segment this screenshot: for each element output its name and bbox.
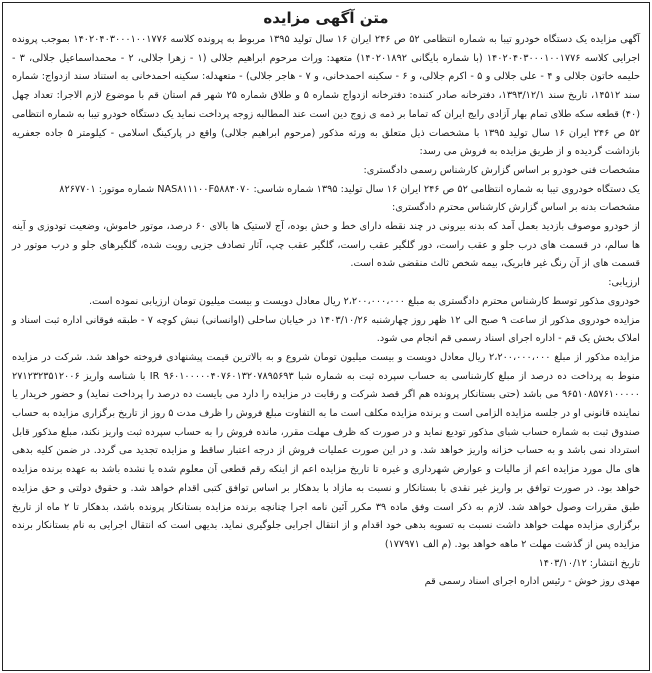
notice-paragraph-4: مشخصات بدنه بر اساس گزارش کارشناس محترم دادگستری: xyxy=(391,202,640,214)
notice-paragraph-5: از خودرو موصوف بازدید بعمل آمد که بدنه بیرونی در چند نقطه دارای خط و خش بوده، آج لاستیک ها بالای ۶۰ درصد، موتور خاموش، وضعیت تودوزی و آینه ها سالم، در قسمت های درب جلو و عقب راست، دور گلگیر عقب راست، گلگیر عقب چپ، آثار تصادف جزیی رویت شده، گلگیرهای جلو و درب موتور در قسمت های از آن رنگ غیر فابریک، بیمه شخص ثالث منقضی شده است. xyxy=(12,221,640,270)
publication-date: تاریخ انتشار: ۱۴۰۳/۱۰/۱۲ xyxy=(538,557,640,569)
auction-notice xyxy=(2,2,650,671)
notice-title: متن آگهی مزایده xyxy=(263,9,389,27)
notice-paragraph-2: مشخصات فنی خودرو بر اساس گزارش کارشناس رسمی دادگستری: xyxy=(363,164,640,176)
notice-paragraph-8: مزایده خودروی مذکور از ساعت ۹ صبح الی ۱۲ ظهر روز چهارشنبه ۱۴۰۳/۱۰/۲۶ در خیابان ساحلی (اوانسانی) نبش کوچه ۷ - طبقه فوقانی اداره ثبت اسناد و املاک بخش یک قم - اداره اجرای اسناد رسمی قم انجام می شود. xyxy=(12,314,641,345)
notice-paragraph-7: خودروی مذکور توسط کارشناس محترم دادگستری به مبلغ ۲،۲۰۰،۰۰۰،۰۰۰ ریال معادل دویست و بیست میلیون تومان ارزیابی نموده است. xyxy=(89,295,640,307)
notice-paragraph-3: یک دستگاه خودروی تیبا به شماره انتظامی ۵۲ ص ۲۴۶ ایران ۱۶ سال تولید: ۱۳۹۵ شماره شاسی: NAS۸۱۱۱۰۰F۵۸۸۴۰۷۰ شماره موتور: ۸۲۶۷۷۰۱ xyxy=(59,183,640,195)
signature-line: مهدی روز خوش - رئیس اداره اجرای اسناد رسمی قم xyxy=(424,576,640,588)
notice-paragraph-9: مزایده مذکور از مبلغ ۲،۲۰۰،۰۰۰،۰۰۰ ریال معادل دویست و بیست میلیون تومان شروع و به بالاترین قیمت پیشنهادی فروخته خواهد شد. شرکت در مزایده منوط به پرداخت ده درصد از مبلغ کارشناسی به حساب سپرده ثبت به شماره شبا IR ۹۶۰۱۰۰۰۰۰۴۰۷۶۰۱۳۲۰۷۸۹۵۶۹۳ با شناسه واریز ۲۷۱۲۳۲۳۵۱۲۰۰۶ ۹۶۵۱۰۸۵۷۶۱۰۰۰۰۰ می باشد (حتی بستانکار پرونده هم اگر قصد شرکت و رقابت در مزایده را دارد می بایست ده درصد را پرداخت نماید) و حضور خریدار یا نماینده قانونی او در جلسه مزایده الزامی است و برنده مزایده مکلف است ما به التفاوت مبلغ فروش را ظرف مدت ۵ روز از تاریخ برگزاری مزایده به حساب صندوق ثبت به شماره حساب شبای مذکور تودیع نماید و در صورت که ظرف مهلت مقرر، مانده فروش را به حساب سپرده ثبت واریز نکند، مبلغ مذکور قابل استرداد نمی باشد و به حساب خزانه واریز خواهد شد. و در این صورت عملیات فروش از درجه اعتبار ساقط و مزایده تجدید می گردد. در ضمن کلیه بدهی های مال مورد مزایده اعم از مالیات و عوارض شهرداری و غیره تا تاریخ مزایده اعم از اینکه رقم قطعی آن معلوم شده یا نشده باشد به عهده برنده مزایده خواهد بود. در صورت توافق بر واریز غیر نقدی با بستانکار و نسبت به مازاد با بدهکار بر اساس توافق کتبی اقدام خواهد شد. و حقوق دولتی و حق مزایده طبق مقررات وصول خواهد شد. لازم به ذکر است وفق ماده ۳۹ مکرر آئین نامه اجرا چنانچه برنده مزایده بستانکار پرونده باشد، بدهکار تا ۲ ماه از تاریخ برگزاری مزایده مهلت خواهد داشت نسبت به تسویه بدهی خود اقدام و از انتقال اجرایی جلوگیری نماید. بدیهی است که انتقال اجرایی به نام بستانکار برنده مزایده پس از گذشت مهلت ۲ ماهه خواهد بود. (م الف ۱۷۷۹۷۱) xyxy=(12,351,640,550)
notice-paragraph-6: ارزیابی: xyxy=(608,277,640,289)
notice-paragraph-1: آگهی مزایده یک دستگاه خودرو تیبا به شماره انتظامی ۵۲ ص ۲۴۶ ایران ۱۶ سال تولید ۱۳۹۵ مربوط به پرونده کلاسه ۱۴۰۲۰۴۰۳۰۰۰۱۰۰۱۷۷۶ بموجب پرونده اجرایی کلاسه ۱۴۰۲۰۴۰۳۰۰۰۱۰۰۱۷۷۶ (با شماره بایگانی ۱۴۰۲۰۱۸۹۲) متعهد: وراث مرحوم ابراهیم جلالی (۱ - زهرا جلالی، ۲ - محمداسماعیل جلالی، ۳ - حلیمه خاتون جلالی و ۴ - علی جلالی و ۵ - اکرم جلالی، و ۶ - سکینه احمدخانی، و ۷ - هاجر جلالی) - متعهدله: سکینه احمدخانی به استناد سند ازدواج: شماره سند ۱۴۵۱۲، تاریخ سند ۱۳۹۳/۱۲/۱، دفترخانه صادر کننده: دفترخانه ازدواج شماره ۵ و طلاق شماره ۲۵ شهر قم استان قم با موضوع لازم الاجرا: تعداد چهل (۴۰) قطعه سکه طلای تمام بهار آزادی رایج ایران که تماما بر ذمه ی زوج دین است عند المطالبه زوجه پرداخت نماید یک دستگاه خودرو تیبا به شماره انتظامی ۵۲ ص ۲۴۶ ایران ۱۶ سال تولید ۱۳۹۵ با مشخصات ذیل متعلق به ورثه مذکور (مرحوم ابراهیم جلالی) واقع در پارکینگ اسلامی - کیلومتر ۵ جاده جعفریه بازداشت گردیده و از طریق مزایده به فروش می رسد: xyxy=(12,34,641,158)
